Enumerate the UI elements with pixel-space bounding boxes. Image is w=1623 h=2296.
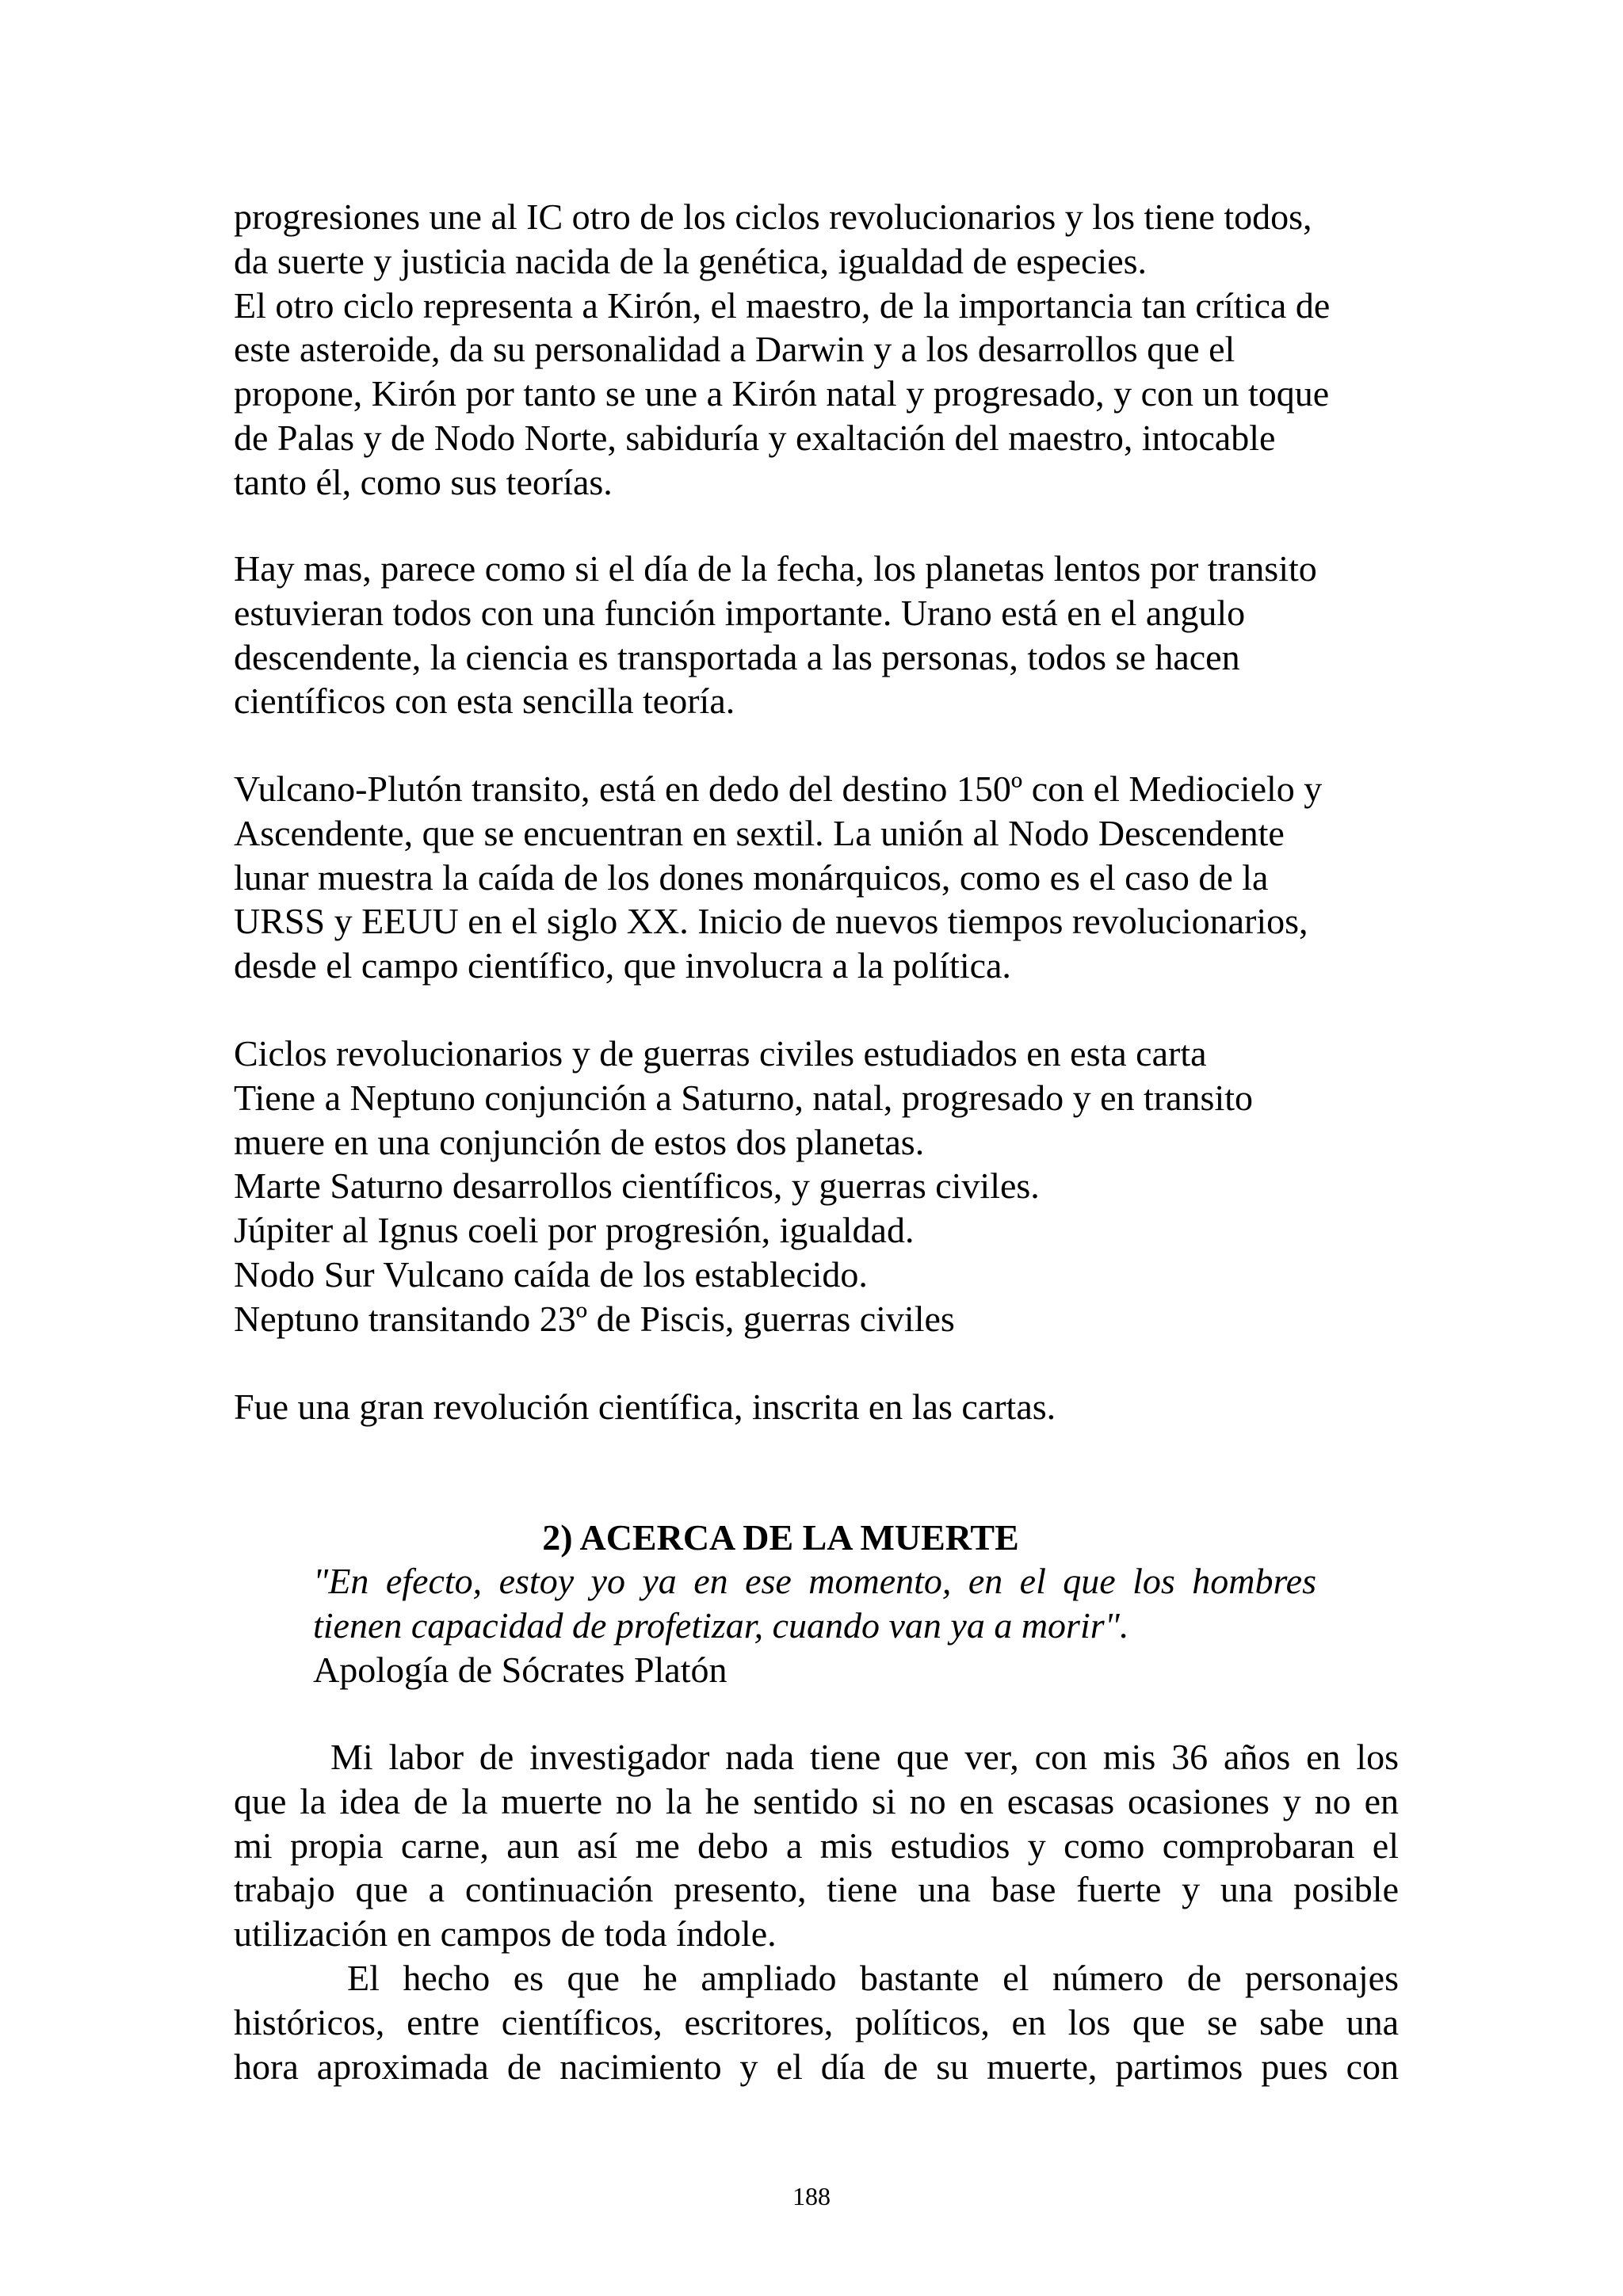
text-line: lunar muestra la caída de los dones monárquicos, como es el caso de la — [234, 856, 1269, 898]
text-line: Neptuno transitando 23º de Piscis, guerras civiles — [234, 1298, 955, 1339]
text-line: Hay mas, parece como si el día de la fecha, los planetas lentos por transito — [234, 548, 1317, 589]
text-line: Nodo Sur Vulcano caída de los establecido. — [234, 1253, 868, 1295]
text-line: hora aproximada de nacimiento y el día de su muerte, partimos pues con — [234, 2046, 1399, 2087]
text-line: El otro ciclo representa a Kirón, el maestro, de la importancia tan crítica de — [234, 284, 1331, 326]
page-number: 188 — [792, 2182, 831, 2210]
text-line: tanto él, como sus teorías. — [234, 461, 613, 502]
quote-line: "En efecto, estoy yo ya en ese momento, en el que los hombres — [313, 1561, 1316, 1601]
quote-attribution: Apología de Sócrates Platón — [313, 1649, 727, 1690]
text-line: Fue una gran revolución científica, inscrita en las cartas. — [234, 1386, 1056, 1427]
epigraph-quote — [313, 1559, 1316, 1691]
paragraph-intro — [234, 195, 1399, 505]
text-line: Vulcano-Plutón transito, está en dedo del destino 150º con el Mediocielo y — [234, 769, 1323, 809]
text-line: da suerte y justicia nacida de la genética, igualdad de especies. — [234, 240, 1148, 281]
text-line: Mi labor de investigador nada tiene que ver, con mis 36 años en los — [330, 1737, 1399, 1777]
text-line: mi propia carne, aun así me debo a mis estudios y como comprobaran el — [234, 1825, 1399, 1866]
text-line: Ascendente, que se encuentran en sextil. La unión al Nodo Descendente — [234, 812, 1285, 853]
text-line: Marte Saturno desarrollos científicos, y guerras civiles. — [234, 1165, 1040, 1207]
text-line: trabajo que a continuación presento, tiene una base fuerte y una posible — [234, 1869, 1399, 1910]
text-line: muere en una conjunción de estos dos planetas. — [234, 1121, 925, 1162]
section-heading: 2) ACERCA DE LA MUERTE — [542, 1517, 1019, 1558]
paragraph-conclusion — [234, 1385, 1399, 1429]
paragraph-death-2 — [234, 1956, 1399, 2088]
paragraph-cycles — [234, 1032, 1399, 1341]
text-line: estuvieran todos con una función importante. Urano está en el angulo — [234, 592, 1246, 633]
text-line: desde el campo científico, que involucra a la política. — [234, 945, 1011, 986]
text-line: propone, Kirón por tanto se une a Kirón natal y progresado, y con un toque — [234, 373, 1330, 414]
text-line: progresiones une al IC otro de los ciclos revolucionarios y los tiene todos, — [234, 196, 1312, 237]
text-line: URSS y EEUU en el siglo XX. Inicio de nuevos tiempos revolucionarios, — [234, 901, 1308, 942]
text-line: de Palas y de Nodo Norte, sabiduría y exaltación del maestro, intocable — [234, 417, 1276, 458]
text-line: utilización en campos de toda índole. — [234, 1913, 777, 1955]
text-line: históricos, entre científicos, escritores, políticos, en los que se sabe una — [234, 2001, 1399, 2042]
text-line: Ciclos revolucionarios y de guerras civiles estudiados en esta carta — [234, 1033, 1207, 1074]
text-line: descendente, la ciencia es transportada a las personas, todos se hacen — [234, 636, 1240, 677]
text-line: científicos con esta sencilla teoría. — [234, 681, 735, 722]
quote-line: tienen capacidad de profetizar, cuando van ya a morir". — [313, 1604, 1129, 1646]
paragraph-transits — [234, 547, 1399, 723]
text-line: El hecho es que he ampliado bastante el número de personajes — [347, 1958, 1399, 1998]
text-line: este asteroide, da su personalidad a Darwin y a los desarrollos que el — [234, 329, 1235, 370]
text-line: que la idea de la muerte no la he sentido si no en escasas ocasiones y no en — [234, 1780, 1399, 1821]
paragraph-vulcano — [234, 767, 1399, 988]
text-line: Júpiter al Ignus coeli por progresión, igualdad. — [234, 1210, 915, 1251]
paragraph-death-1 — [234, 1735, 1399, 1956]
text-line: Tiene a Neptuno conjunción a Saturno, natal, progresado y en transito — [234, 1077, 1254, 1118]
